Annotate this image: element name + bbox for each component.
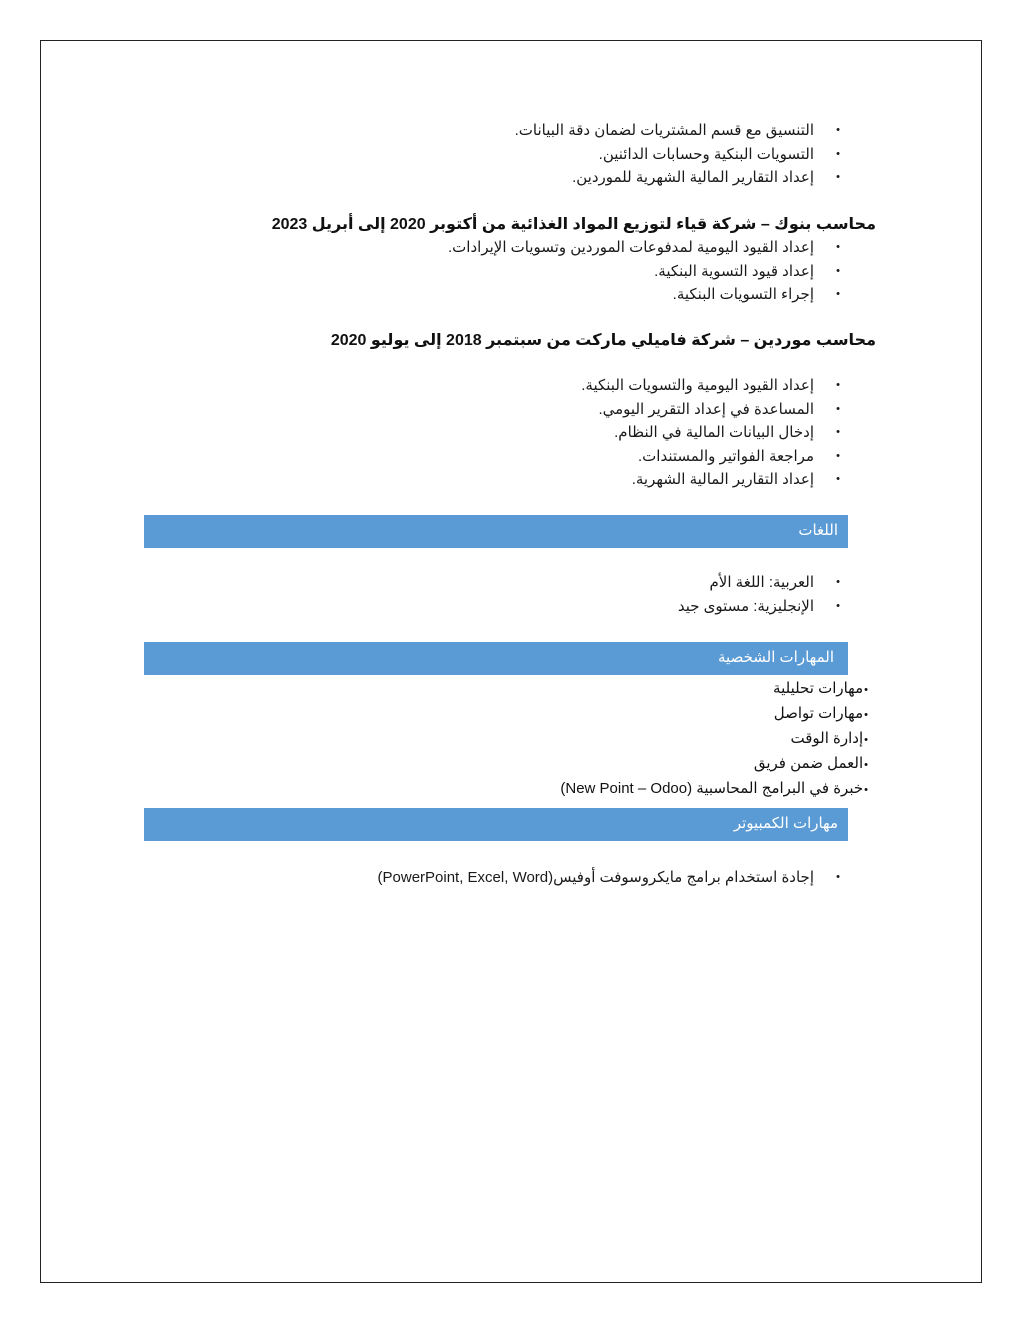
languages-section-header: اللغات (144, 515, 848, 548)
bullet-icon: • (836, 379, 840, 391)
job-2-duties-list (448, 236, 840, 307)
bullet-icon: • (836, 171, 840, 183)
list-item: • التنسيق مع قسم المشتريات لضمان دقة البيانات. (515, 119, 814, 143)
list-item: • المساعدة في إعداد التقرير اليومي. (581, 398, 814, 422)
list-item: •العمل ضمن فريق (753, 755, 868, 772)
personal-skills-list (560, 676, 868, 801)
list-item: • العربية: اللغة الأم (678, 571, 814, 595)
list-item: • إعداد القيود اليومية والتسويات البنكية. (581, 374, 814, 398)
bullet-icon: • (864, 784, 868, 796)
bullet-icon: • (836, 402, 840, 415)
bullet-icon: • (836, 147, 840, 160)
bullet-icon: • (864, 684, 868, 696)
list-item: • إعداد التقارير المالية الشهرية للموردين. (515, 166, 814, 190)
list-item: • إجادة استخدام برامج مايكروسوفت أوفيس(PowerPoint, Excel, Word) (378, 866, 814, 890)
list-item: • التسويات البنكية وحسابات الدائنين. (515, 143, 814, 167)
bullet-icon: • (836, 576, 840, 588)
bullet-icon: • (864, 759, 868, 771)
bullet-icon: • (864, 734, 868, 746)
bullet-icon: • (836, 449, 840, 462)
bullet-icon: • (836, 124, 840, 136)
list-item: • الإنجليزية: مستوى جيد (678, 595, 814, 619)
bullet-icon: • (836, 241, 840, 253)
list-item: •مهارات تواصل (773, 705, 868, 722)
list-item: • مراجعة الفواتير والمستندات. (581, 445, 814, 469)
bullet-icon: • (864, 709, 868, 721)
experience-continued-list (514, 119, 840, 190)
job-title-supplier-accountant: محاسب موردين – شركة فاميلي ماركت من سبتمبر 2018 إلى يوليو 2020 (330, 332, 876, 349)
bullet-icon: • (836, 473, 840, 485)
list-item: • إدخال البيانات المالية في النظام. (581, 421, 814, 445)
list-item: • إعداد القيود اليومية لمدفوعات الموردين وتسويات الإيرادات. (448, 236, 814, 260)
bullet-icon: • (836, 288, 840, 300)
bullet-icon: • (836, 871, 840, 883)
bullet-icon: • (836, 599, 840, 612)
computer-skills-section-header: مهارات الكمبيوتر (144, 808, 848, 841)
bullet-icon: • (836, 426, 840, 438)
list-item: •إدارة الوقت (790, 730, 868, 747)
computer-skills-list (377, 866, 840, 890)
job-title-bank-accountant: محاسب بنوك – شركة قياء لتوزيع المواد الغذائية من أكتوبر 2020 إلى أبريل 2023 (271, 216, 876, 233)
list-item: •خبرة في البرامج المحاسبية (New Point – Odoo) (560, 780, 868, 797)
list-item: •مهارات تحليلية (773, 680, 868, 697)
list-item: • إعداد التقارير المالية الشهرية. (581, 468, 814, 492)
bullet-icon: • (836, 264, 840, 277)
personal-skills-section-header: المهارات الشخصية (144, 642, 848, 675)
list-item: • إجراء التسويات البنكية. (448, 283, 814, 307)
job-3-duties-list (581, 374, 840, 492)
languages-list (677, 571, 840, 618)
list-item: • إعداد قيود التسوية البنكية. (448, 260, 814, 284)
